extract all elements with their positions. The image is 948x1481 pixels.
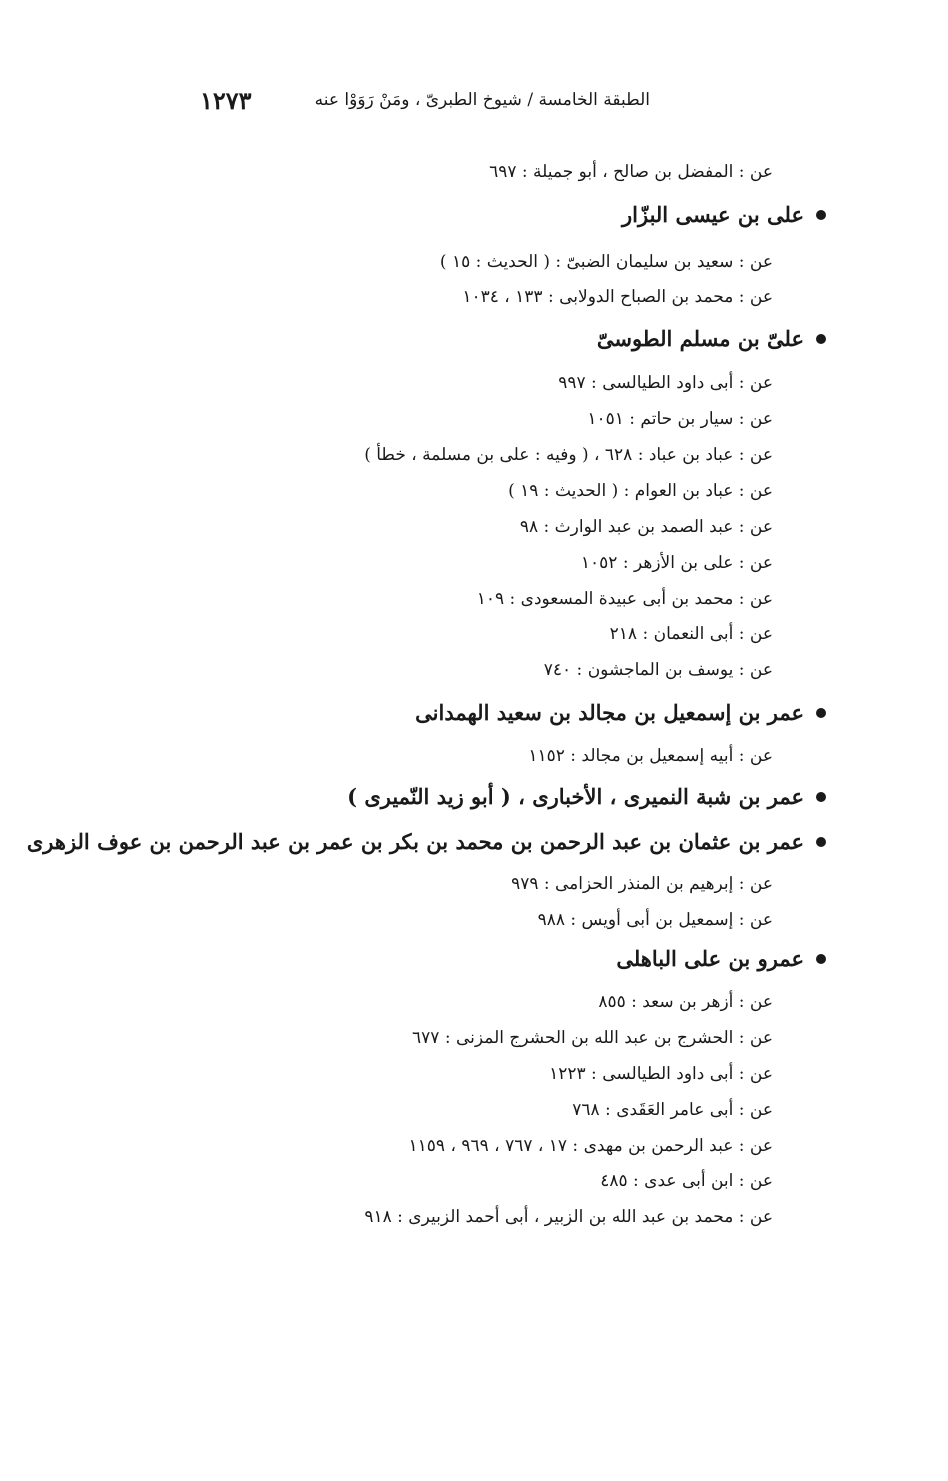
entry-name: عمر بن إسمعيل بن مجالد بن سعيد الهمدانى bbox=[415, 700, 804, 725]
bullet-icon bbox=[816, 792, 826, 802]
entry-heading bbox=[415, 700, 826, 725]
bullet-icon bbox=[816, 954, 826, 964]
running-title: الطبقة الخامسة / شيوخ الطبرىّ ، ومَنْ رَوَوْا عنه bbox=[314, 90, 650, 110]
reference-line: عن : عباد بن عباد : ٦٢٨ ، ( وفيه : على بن مسلمة ، خطأ ) bbox=[364, 445, 773, 465]
reference-line: عن : يوسف بن الماجشون : ٧٤٠ bbox=[543, 660, 773, 680]
bullet-icon bbox=[816, 708, 826, 718]
reference-line: عن : عبد الصمد بن عبد الوارث : ٩٨ bbox=[519, 517, 773, 537]
reference-line: عن : محمد بن عبد الله بن الزبير ، أبى أحمد الزبيرى : ٩١٨ bbox=[364, 1207, 773, 1227]
reference-line: عن : أبى عامر العَقَدى : ٧٦٨ bbox=[572, 1100, 773, 1120]
entry-heading bbox=[347, 784, 826, 809]
reference-line: عن : محمد بن الصباح الدولابى : ١٣٣ ، ١٠٣٤ bbox=[462, 287, 773, 307]
reference-line: عن : أبى النعمان : ٢١٨ bbox=[609, 624, 773, 644]
bullet-icon bbox=[816, 837, 826, 847]
entry-name: عمرو بن على الباهلى bbox=[616, 946, 804, 971]
bullet-icon bbox=[816, 334, 826, 344]
reference-line: عن : المفضل بن صالح ، أبو جميلة : ٦٩٧ bbox=[489, 162, 773, 182]
reference-line: عن : إسمعيل بن أبى أويس : ٩٨٨ bbox=[537, 910, 773, 930]
reference-line: عن : ابن أبى عدى : ٤٨٥ bbox=[600, 1171, 773, 1191]
reference-line: عن : سيار بن حاتم : ١٠٥١ bbox=[587, 409, 773, 429]
reference-line: عن : عباد بن العوام : ( الحديث : ١٩ ) bbox=[508, 481, 773, 501]
reference-line: عن : إبرهيم بن المنذر الحزامى : ٩٧٩ bbox=[511, 874, 773, 894]
reference-line: عن : أزهر بن سعد : ٨٥٥ bbox=[598, 992, 773, 1012]
bullet-icon bbox=[816, 210, 826, 220]
entry-name: عمر بن عثمان بن عبد الرحمن بن محمد بن بكر بن عمر بن عبد الرحمن بن عوف الزهرى bbox=[26, 829, 804, 854]
reference-line: عن : على بن الأزهر : ١٠٥٢ bbox=[580, 553, 773, 573]
entry-heading bbox=[622, 202, 826, 227]
reference-line: عن : سعيد بن سليمان الضبىّ : ( الحديث : ١٥ ) bbox=[439, 252, 773, 272]
reference-line: عن : أبيه إسمعيل بن مجالد : ١١٥٢ bbox=[528, 746, 773, 766]
entry-heading bbox=[616, 946, 826, 971]
page-number: ١٢٧٣ bbox=[200, 86, 252, 115]
reference-line: عن : الحشرج بن عبد الله بن الحشرج المزنى : ٦٧٧ bbox=[412, 1028, 773, 1048]
entry-name: على بن عيسى البزّار bbox=[622, 202, 804, 227]
entry-heading bbox=[597, 326, 826, 351]
reference-line: عن : محمد بن أبى عبيدة المسعودى : ١٠٩ bbox=[476, 589, 773, 609]
reference-line: عن : أبى داود الطيالسى : ١٢٢٣ bbox=[549, 1064, 773, 1084]
reference-line: عن : أبى داود الطيالسى : ٩٩٧ bbox=[558, 373, 773, 393]
entry-heading bbox=[27, 829, 826, 854]
entry-name: عمر بن شبة النميرى ، الأخبارى ، ( أبو زيد النّميرى ) bbox=[347, 784, 804, 809]
entry-name: علىّ بن مسلم الطوسىّ bbox=[596, 326, 804, 351]
reference-line: عن : عبد الرحمن بن مهدى : ١٧ ، ٧٦٧ ، ٩٦٩ ، ١١٥٩ bbox=[408, 1136, 773, 1156]
